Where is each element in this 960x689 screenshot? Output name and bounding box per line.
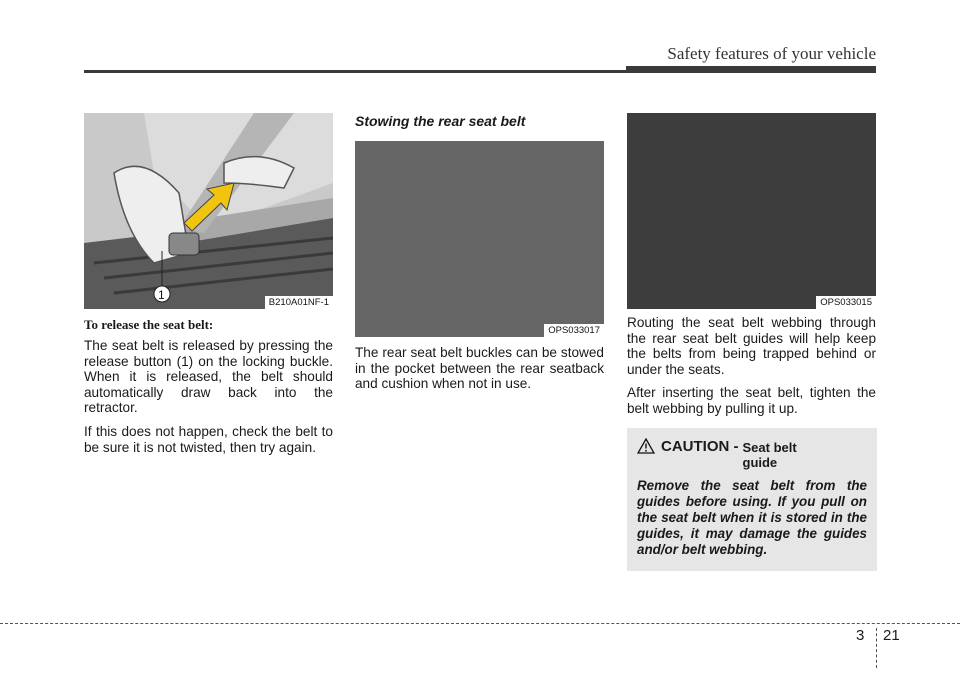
- callout-number: 1: [158, 288, 165, 302]
- figure-belt-guides: [627, 113, 876, 309]
- figure-stowing-belt: [355, 141, 604, 337]
- seat-belt-release-illustration: [84, 113, 333, 309]
- column-release-belt: [84, 113, 333, 463]
- running-header: Safety features of your vehicle: [667, 44, 876, 63]
- caution-header: [637, 438, 867, 470]
- chapter-number: 3: [856, 627, 865, 644]
- paragraph: Routing the seat belt webbing through the rear seat belt guides will help keep the belts from being trapped behind or under the seats.: [627, 315, 876, 377]
- footer-rule: [0, 623, 960, 624]
- paragraph: The seat belt is released by pressing the release button (1) on the locking buckle. When it is released, the belt should automatically draw back into the retractor.: [84, 338, 333, 416]
- caution-label: CAUTION -: [661, 438, 739, 455]
- caution-box: [627, 428, 877, 571]
- figure-code: OPS033015: [816, 296, 876, 309]
- figure-code: OPS033017: [544, 324, 604, 337]
- page-number: 21: [883, 627, 900, 644]
- section-heading: To release the seat belt:: [84, 317, 214, 332]
- column-stowing-belt: [355, 113, 604, 400]
- paragraph: The rear seat belt buckles can be stowed in the pocket between the rear seatback and cushion when not in use.: [355, 345, 604, 392]
- figure-seat-belt-release: [84, 113, 333, 309]
- stowing-belt-image: [355, 141, 604, 337]
- header-rule: [84, 70, 876, 73]
- section-heading: Stowing the rear seat belt: [355, 113, 526, 129]
- caution-text: Remove the seat belt from the guides before using. If you pull on the seat belt when it is stored in the guides, it may damage the guides and/or belt webbing.: [637, 478, 867, 557]
- belt-guide-image: [627, 113, 876, 309]
- paragraph: After inserting the seat belt, tighten the belt webbing by pulling it up.: [627, 385, 876, 416]
- page-number-separator: [876, 628, 878, 668]
- paragraph: If this does not happen, check the belt to be sure it is not twisted, then try again.: [84, 423, 333, 455]
- figure-code: B210A01NF-1: [265, 296, 333, 309]
- warning-triangle-icon: [637, 438, 655, 454]
- caution-topic: Seat belt guide: [742, 440, 797, 470]
- column-belt-guides: [627, 113, 876, 425]
